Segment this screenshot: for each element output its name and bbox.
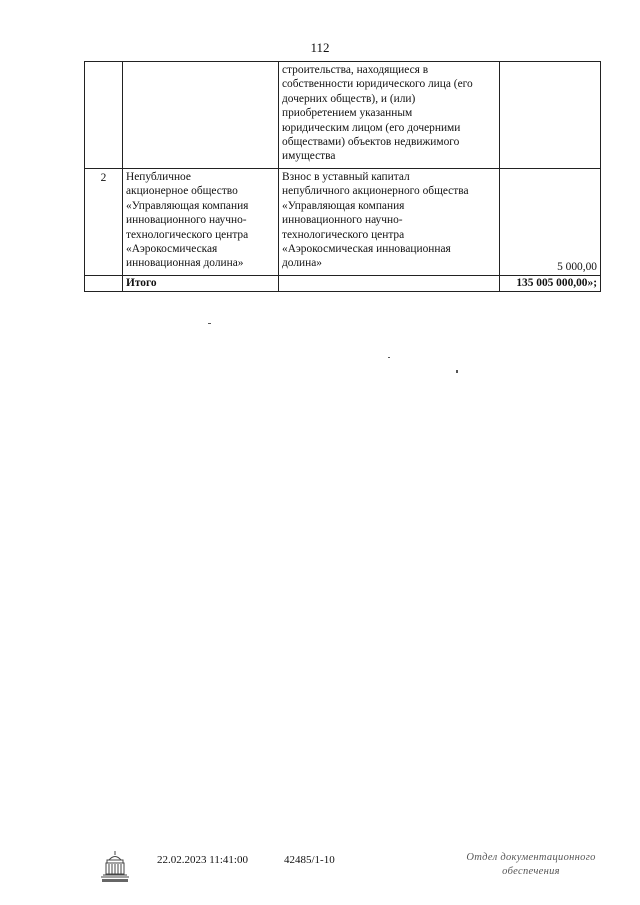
purpose-line: юридическим лицом (его дочерними: [282, 121, 461, 134]
purpose-line: строительства, находящиеся в: [282, 64, 429, 76]
purpose-line: собственности юридического лица (его: [282, 78, 473, 91]
purpose-line: Взнос в уставный капитал: [282, 171, 410, 183]
duma-emblem-icon: [98, 848, 132, 884]
purpose-cell: [279, 169, 500, 276]
page-number: 112: [310, 40, 330, 55]
table-row-2: [85, 169, 601, 276]
row-number-cell: [85, 276, 123, 292]
organization-cell: [123, 169, 279, 276]
purpose-line: приобретением указанным: [282, 107, 413, 120]
scan-speck: [456, 370, 458, 373]
organization-line: Непубличное: [126, 171, 191, 183]
budget-table: [84, 61, 601, 292]
organization-line: акционерное общество: [126, 185, 238, 198]
organization-line: инновационная долина»: [126, 257, 244, 270]
purpose-line: обществами) объектов недвижимого: [282, 136, 460, 149]
purpose-line: «Аэрокосмическая инновационная: [282, 243, 451, 256]
purpose-line: непубличного акционерного общества: [282, 185, 469, 198]
scan-speck: [388, 357, 390, 358]
scan-speck: [208, 323, 211, 324]
purpose-line: имущества: [282, 150, 336, 163]
footer-doc-number: 42485/1-10: [284, 854, 335, 866]
total-label: Итого: [123, 276, 279, 292]
table-row-continuation: [85, 62, 601, 169]
amount-cell: 5 000,00: [500, 169, 601, 276]
row-number-cell: [85, 62, 123, 169]
organization-line: инновационного научно-: [126, 214, 247, 227]
purpose-line: долина»: [282, 257, 322, 270]
purpose-line: дочерних обществ), и (или): [282, 92, 416, 105]
footer-datetime: 22.02.2023 11:41:00: [157, 854, 248, 866]
department-stamp: [451, 851, 611, 879]
total-amount: 135 005 000,00»;: [500, 276, 601, 292]
table-row-total: [85, 276, 601, 292]
organization-line: «Аэрокосмическая: [126, 243, 218, 256]
purpose-line: «Управляющая компания: [282, 199, 405, 212]
organization-cell: [123, 62, 279, 169]
row-number-cell: 2: [85, 169, 123, 276]
organization-line: технологического центра: [126, 228, 249, 241]
amount-cell: [500, 62, 601, 169]
stamp-line: обеспечения: [502, 866, 560, 877]
purpose-cell: [279, 62, 500, 169]
purpose-cell: [279, 276, 500, 292]
organization-line: «Управляющая компания: [126, 199, 249, 212]
purpose-line: инновационного научно-: [282, 214, 403, 227]
stamp-line: Отдел документационного: [466, 852, 596, 863]
purpose-line: технологического центра: [282, 228, 405, 241]
